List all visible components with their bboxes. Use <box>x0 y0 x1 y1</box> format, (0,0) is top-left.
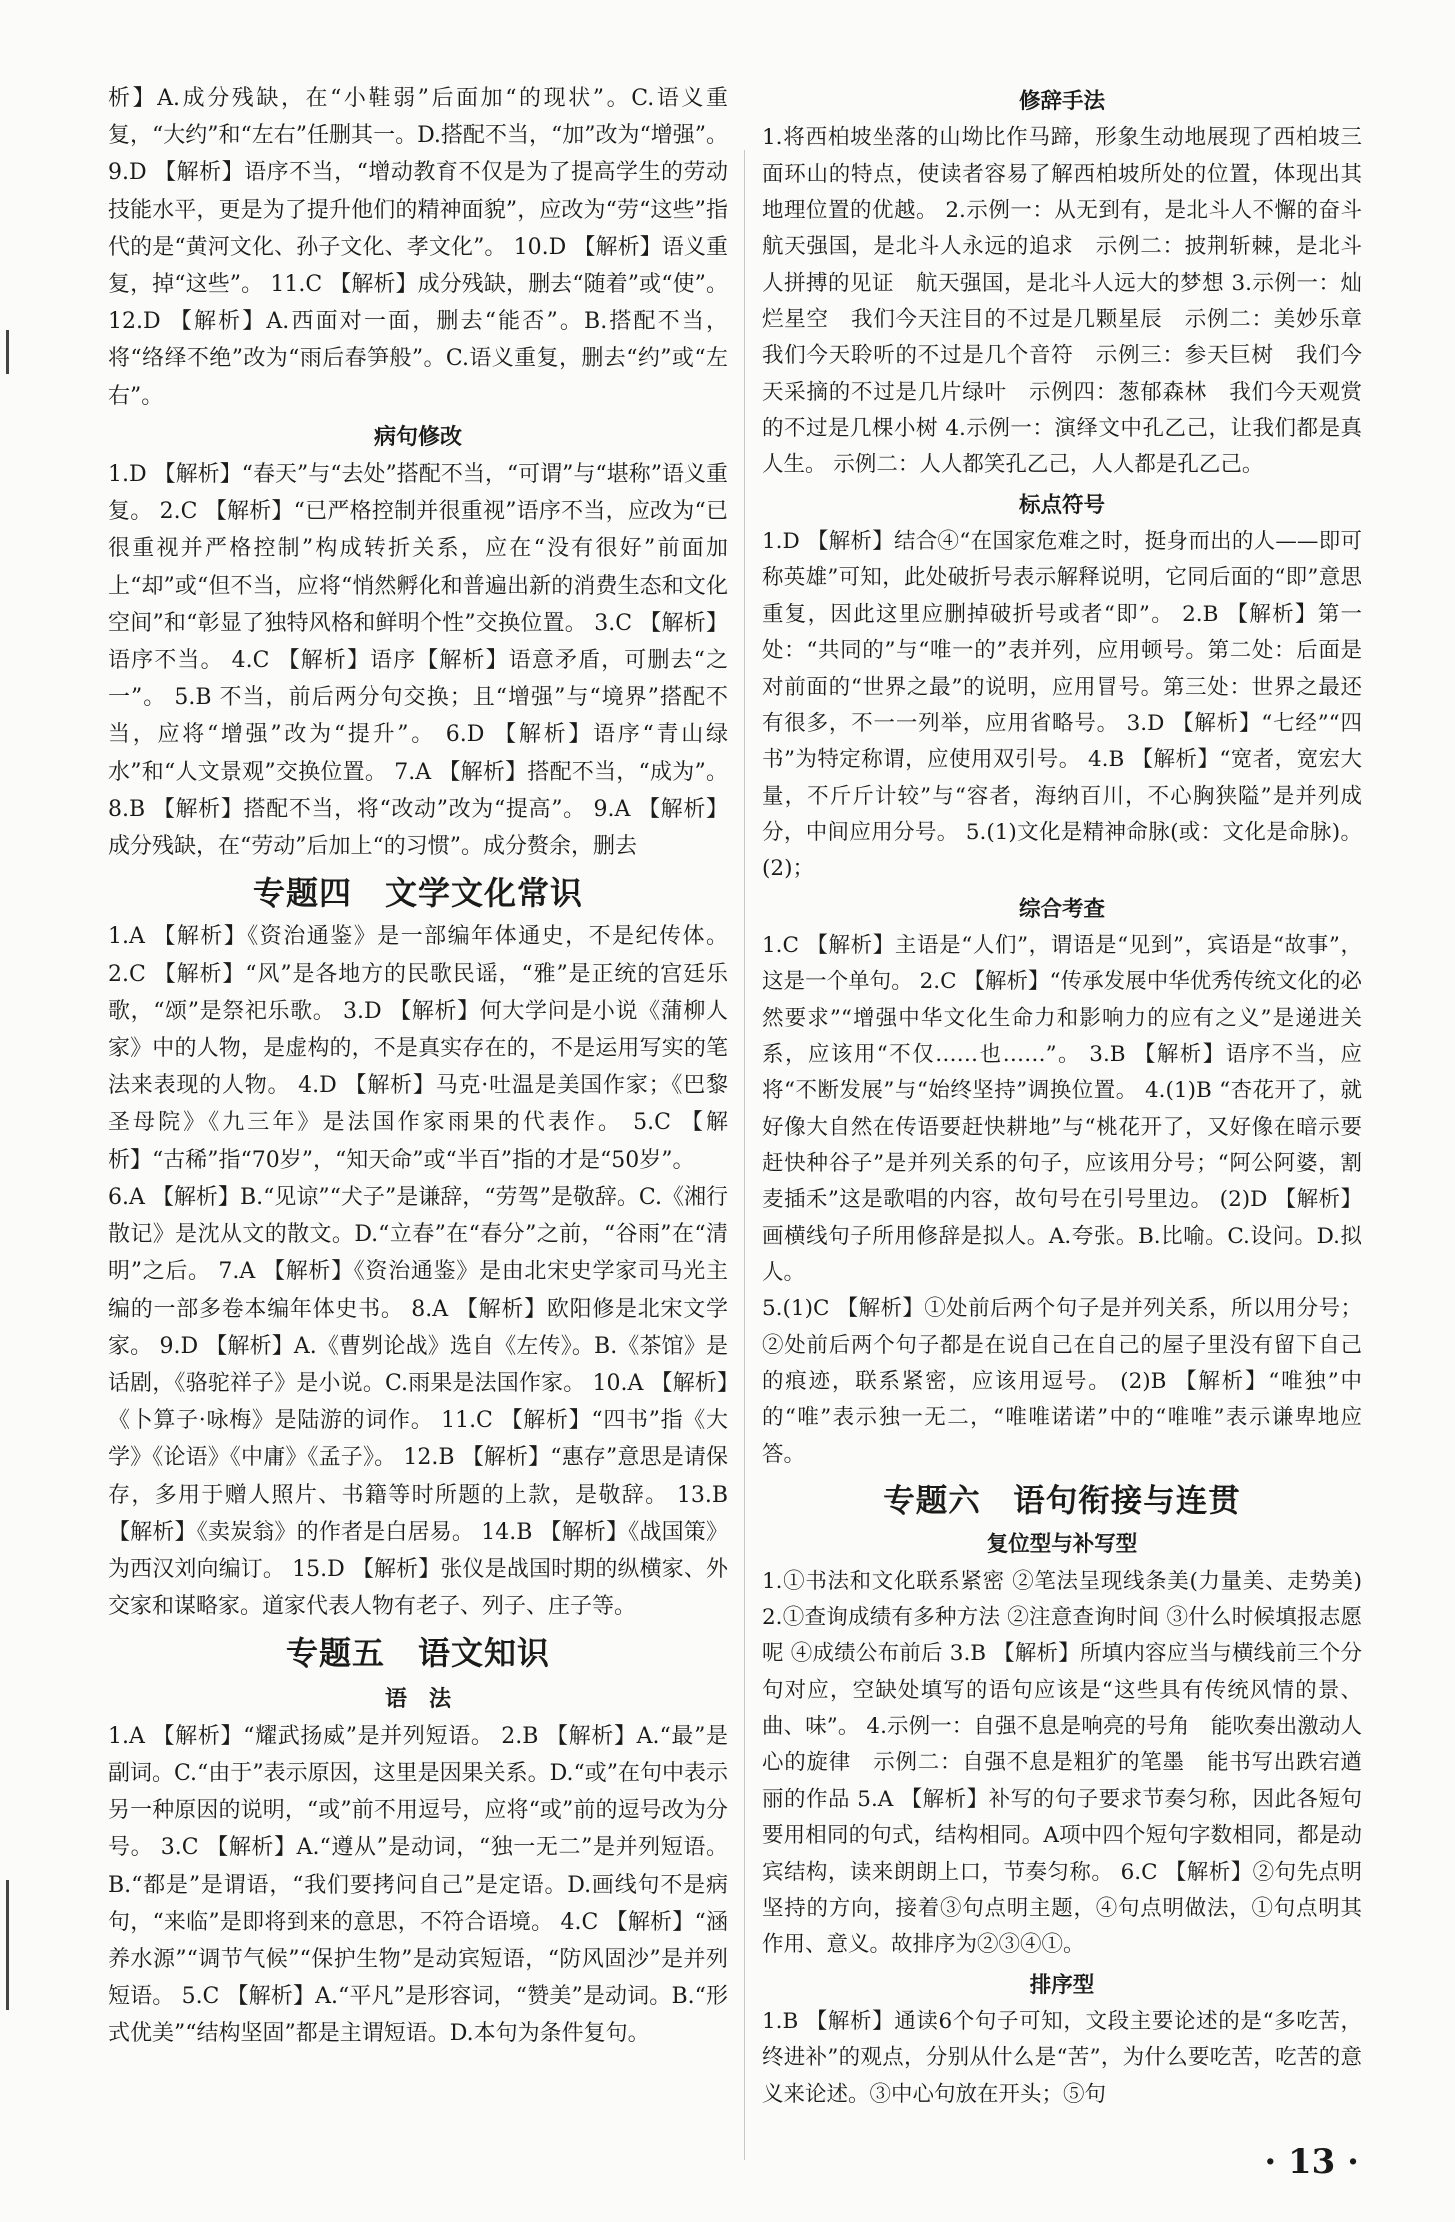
section-subtitle: 修辞手法 <box>1018 89 1105 114</box>
section-subtitle: 病句修改 <box>373 423 462 450</box>
section-subtitle: 标点符号 <box>1018 492 1105 518</box>
right-column <box>762 80 1384 2113</box>
answer-paragraph: 析】A.成分残缺，在“小鞋弱”后面加“的现状”。C.语义重复，“大约”和“左右”任删其一。D.搭配不当，“加”改为“增强”。 9.D 【解析】语序不当，“增动教育不仅是为了提高学生的劳动技能水平，更是为了提升他们的精神面貌”，应改为“劳“这些”指代的是“黄河文化、孙子文化、孝文化”。 10.D 【解析】语义重复，掉“这些”。 11.C 【解析】成分残缺，删去“随着”或“使”。 12.D 【解析】A.西面对一面，删去“能否”。B.搭配不当，将“络绎不绝”改为“雨后春笋般”。C.语义重复，删去“约”或“左右”。 <box>108 86 728 409</box>
answer-paragraph: 1.D 【解析】结合④“在国家危难之时，挺身而出的人——即可称英雄”可知，此处破折号表示解释说明，它同后面的“即”意思重复，因此这里应删掉破折号或者“即”。 2.B 【解析】第一处：“共同的”与“唯一的”表并列，应用顿号。第二处：后面是对前面的“世界之最”的说明，应用冒号。第三处：世界之最还有很多，不一一列举，应用省略号。 3.D 【解析】“七经”“四书”为特定称谓，应使用双引号。 4.B 【解析】“宽者，宽宏大量，不斤斤计较”与“容者，海纳百川，不心胸狭隘”是并列成分，中间应用分号。 5.(1)文化是精神命脉(或：文化是命脉)。 (2)； <box>762 529 1362 882</box>
left-column <box>108 80 728 2053</box>
section-subtitle: 综合考查 <box>1018 896 1105 922</box>
answer-paragraph: 6.A 【解析】B.“见谅”“犬子”是谦辞，“劳驾”是敬辞。C.《湘行散记》是沈从文的散文。D.“立春”在“春分”之前，“谷雨”在“清明”之后。 7.A 【解析】《资治通鉴》是由北宋史学家司马光主编的一部多卷本编年体史书。 8.A 【解析】欧阳修是北宋文学家。 9.D 【解析】A.《曹刿论战》选自《左传》。B.《茶馆》是话剧，《骆驼祥子》是小说。C.雨果是法国作家。 10.A 【解析】《卜算子·咏梅》是陆游的词作。 11.C 【解析】“四书”指《大学》《论语》《中庸》《孟子》。 12.B 【解析】“惠存”意思是请保存，多用于赠人照片、书籍等时所题的上款，是敬辞。 13.B 【解析】《卖炭翁》的作者是白居易。 14.B 【解析】《战国策》为西汉刘向编订。 15.D 【解析】张仪是战国时期的纵横家、外交家和谋略家。道家代表人物有老子、列子、庄子等。 <box>108 1184 728 1620</box>
margin-mark-top <box>6 330 9 374</box>
answer-paragraph: 1.A 【解析】“耀武扬威”是并列短语。 2.B 【解析】A.“最”是副词。C.“由于”表示原因，这里是因果关系。D.“或”在句中表示另一种原因的说明，“或”前不用逗号，应将“或”前的逗号改为分号。 3.C 【解析】A.“遵从”是动词，“独一无二”是并列短语。B.“都是”是谓语，“我们要拷问自己”是定语。D.画线句不是病句，“来临”是即将到来的意思，不符合语境。 4.C 【解析】“涵养水源”“调节气候”“保护生物”是动宾短语，“防风固沙”是并列短语。 5.C 【解析】A.“平凡”是形容词，“赞美”是动词。B.“形式优美”“结构坚固”都是主谓短语。D.本句为条件复句。 <box>108 1723 728 2047</box>
answer-paragraph: 5.(1)C 【解析】①处前后两个句子是并列关系，所以用分号；②处前后两个句子都是在说自己在自己的屋子里没有留下自己的痕迹，联系紧密，应该用逗号。 (2)B 【解析】“唯独”中的“唯”表示独一无二，“唯唯诺诺”中的“唯唯”表示谦卑地应答。 <box>762 1296 1362 1467</box>
answer-paragraph: 1.①书法和文化联系紧密 ②笔法呈现线条美(力量美、走势美) 2.①查询成绩有多种方法 ②注意查询时间 ③什么时候填报志愿呢 ④成绩公布前后 3.B 【解析】所填内容应当与横线前三个分句对应，空缺处填写的语句应该是“这些具有传统风情的景、曲、味”。 4.示例一：自强不息是响亮的号角 能吹奏出激动人心的旋律 示例二：自强不息是粗犷的笔墨 能书写出跌宕遒丽的作品 5.A 【解析】补写的句子要求节奏匀称，因此各短句要用相同的句式，结构相同。A项中四个短句字数相同，都是动宾结构，读来朗朗上口，节奏匀称。 6.C 【解析】②句先点明坚持的方向，接着③句点明主题，④句点明做法，①句点明其作用、意义。故排序为②③④①。 <box>762 1568 1362 1958</box>
topic-heading: 专题六 语句衔接与连贯 <box>883 1483 1241 1520</box>
margin-mark-bottom <box>6 1880 9 2010</box>
column-divider <box>744 150 745 2160</box>
answer-paragraph: 1.D 【解析】“春天”与“去处”搭配不当，“可谓”与“堪称”语义重复。 2.C 【解析】“已严格控制并很重视”语序不当，应改为“已很重视并严格控制”构成转折关系，应在“没有很好”前面加上“却”或“但不当，应将“悄然孵化和普遍出新的消费生态和文化空间”和“彰显了独特风格和鲜明个性”交换位置。 3.C 【解析】语序不当。 4.C 【解析】语序【解析】语意矛盾，可删去“之一”。 5.B 不当，前后两分句交换；且“增强”与“境界”搭配不当，应将“增强”改为“提升”。 6.D 【解析】语序“青山绿水”和“人文景观”交换位置。 7.A 【解析】搭配不当，“成为”。 8.B 【解析】搭配不当，将“改动”改为“提高”。 9.A 【解析】成分残缺，在“劳动”后加上“的习惯”。成分赘余，删去 <box>108 462 728 860</box>
section-subtitle: 复位型与补写型 <box>986 1532 1138 1558</box>
section-subtitle: 排序型 <box>1029 1972 1095 1998</box>
page-number: · 13 · <box>1264 2142 1359 2182</box>
answer-paragraph: 1.A 【解析】《资治通鉴》是一部编年体通史，不是纪传体。 2.C 【解析】“风”是各地方的民歌民谣，“雅”是正统的宫廷乐歌，“颂”是祭祀乐歌。 3.D 【解析】何大学问是小说《蒲柳人家》中的人物，是虚构的，不是真实存在的，不是运用写实的笔法来表现的人物。 4.D 【解析】马克·吐温是美国作家；《巴黎圣母院》《九三年》是法国作家雨果的代表作。 5.C 【解析】“古稀”指“70岁”，“知天命”或“半百”指的才是“50岁”。 <box>108 924 728 1173</box>
answer-paragraph: 1.C 【解析】主语是“人们”，谓语是“见到”，宾语是“故事”，这是一个单句。 2.C 【解析】“传承发展中华优秀传统文化的必然要求”“增强中华文化生命力和影响力的应有之义”是递进关系，应该用“不仅……也……”。 3.B 【解析】语序不当，应将“不断发展”与“始终坚持”调换位置。 4.(1)B “杏花开了，就好像大自然在传语要赶快耕地”与“桃花开了，又好像在暗示要赶快种谷子”是并列关系的句子，应该用分号；“阿公阿婆，割麦插禾”这是歌唱的内容，故句号在引号里边。 (2)D 【解析】画横线句子所用修辞是拟人。A.夸张。B.比喻。C.设问。D.拟人。 <box>762 932 1362 1285</box>
section-subtitle: 语 法 <box>384 1685 451 1712</box>
topic-heading: 专题四 文学文化常识 <box>252 874 583 913</box>
topic-heading: 专题五 语文知识 <box>285 1634 550 1673</box>
answer-paragraph: 1.B 【解析】通读6个句子可知，文段主要论述的是“多吃苦，终进补”的观点，分别从什么是“苦”，为什么要吃苦，吃苦的意义来论述。③中心句放在开头；⑤句 <box>762 2008 1362 2107</box>
answer-paragraph: 1.将西柏坡坐落的山坳比作马蹄，形象生动地展现了西柏坡三面环山的特点，使读者容易了解西柏坡所处的位置，体现出其地理位置的优越。 2.示例一：从无到有，是北斗人不懈的奋斗 航天强国，是北斗人永远的追求 示例二：披荆斩棘，是北斗人拼搏的见证 航天强国，是北斗人远大的梦想 3.示例一：灿烂星空 我们今天注目的不过是几颗星辰 示例二：美妙乐章 我们今天聆听的不过是几个音符 示例三：参天巨树 我们今天采摘的不过是几片绿叶 示例四：葱郁森林 我们今天观赏的不过是几棵小树 4.示例一：演绎文中孔乙己，让我们都是真人生。 示例二：人人都笑孔乙己，人人都是孔乙己。 <box>762 125 1384 478</box>
